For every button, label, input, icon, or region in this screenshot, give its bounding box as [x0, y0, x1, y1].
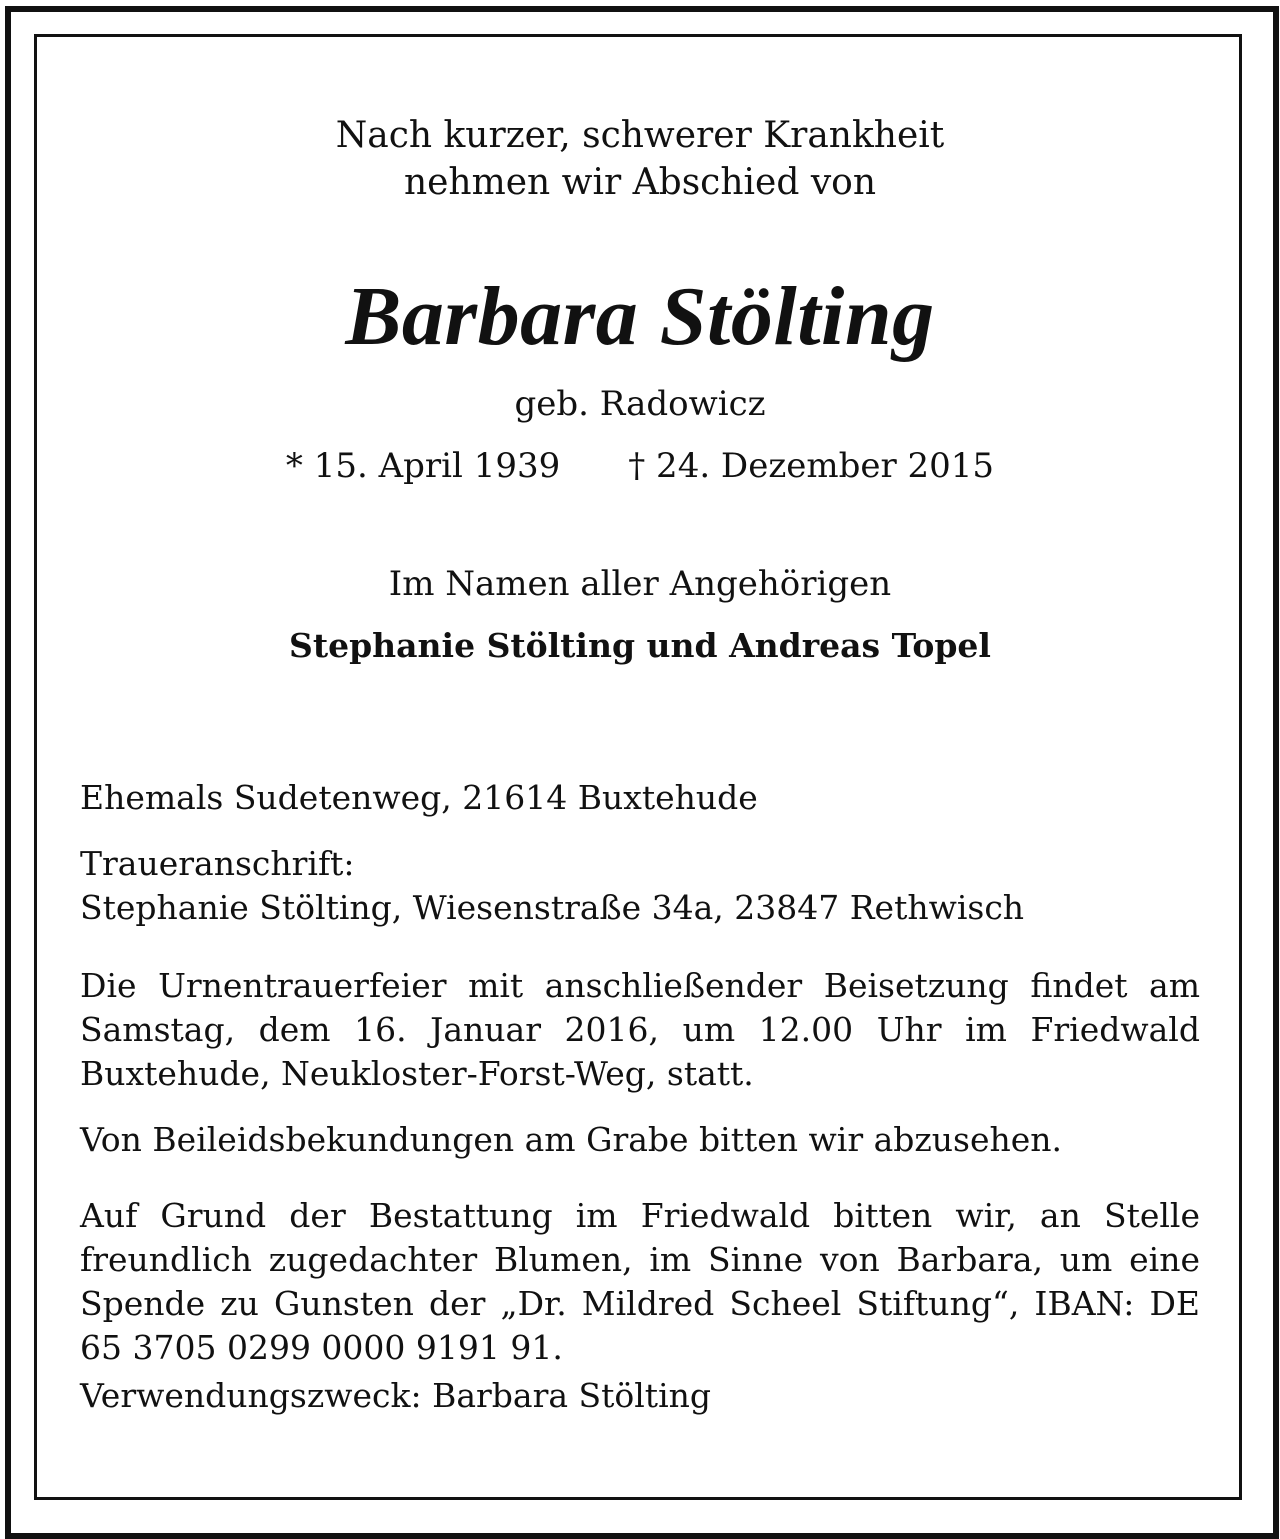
intro-line-1: Nach kurzer, schwerer Krankheit — [335, 115, 945, 156]
donation-request: Auf Grund der Bestattung im Friedwald bitten wir, an Stelle freundlich zugedachter Blumen, im Sinne von Barbara, um eine Spende zu Gunsten der „Dr. Mildred Scheel Stiftung“, IBAN: DE 65 3705 0299 0000 9191 91. — [80, 1196, 1200, 1367]
condolence-note: Von Beileidsbekundungen am Grabe bitten wir abzusehen. — [80, 1120, 1063, 1159]
deceased-name: Barbara Stölting — [345, 270, 935, 363]
intro-text — [0, 112, 1280, 206]
former-address: Ehemals Sudetenweg, 21614 Buxtehude — [80, 778, 758, 817]
life-dates — [0, 444, 1280, 488]
ceremony-info: Die Urnentrauerfeier mit anschließender Beisetzung findet am Samstag, dem 16. Januar 2016, um 12.00 Uhr im Friedwald Buxtehude, Neukloster-Forst-Weg, statt. — [80, 966, 1200, 1093]
donation-purpose: Verwendungszweck: Barbara Stölting — [80, 1376, 711, 1415]
family-names: Stephanie Stölting und Andreas Topel — [289, 626, 991, 665]
intro-line-2: nehmen wir Abschied von — [403, 162, 877, 203]
mourning-address: Stephanie Stölting, Wiesenstraße 34a, 23847 Rethwisch — [80, 888, 1025, 927]
birth-date: * 15. April 1939 — [285, 446, 561, 486]
family-intro: Im Namen aller Angehörigen — [388, 564, 892, 604]
mourning-address-label: Traueranschrift: — [80, 844, 355, 883]
birth-name: geb. Radowicz — [514, 384, 766, 424]
death-date: † 24. Dezember 2015 — [628, 446, 995, 486]
